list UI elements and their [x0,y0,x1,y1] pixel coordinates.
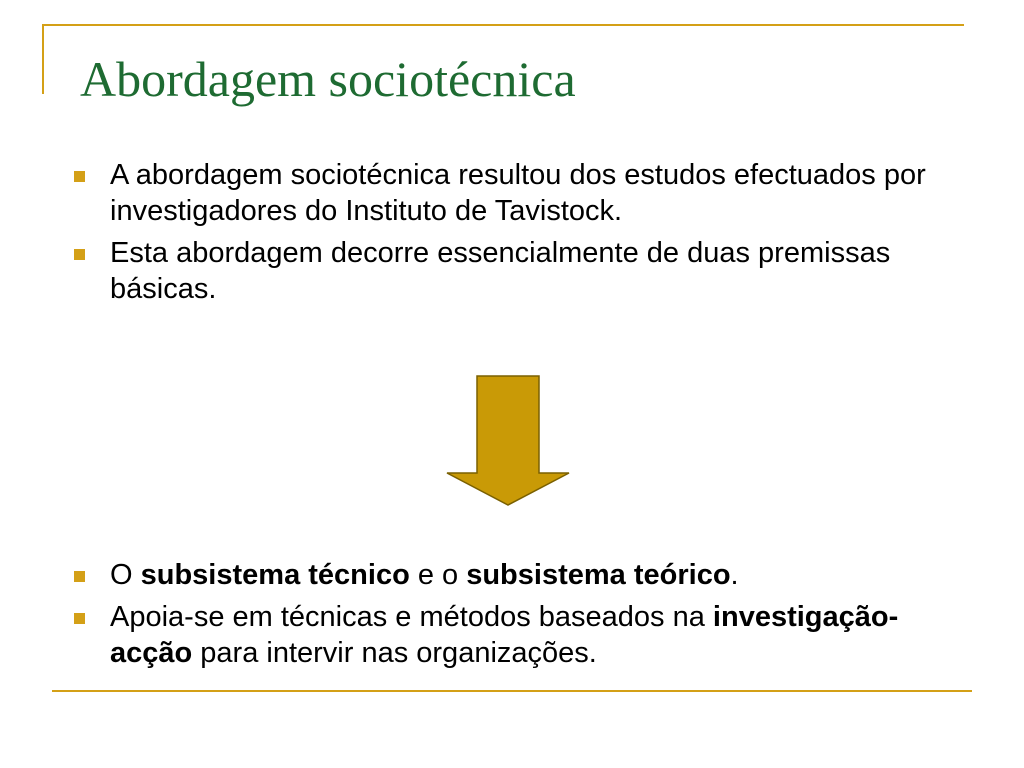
bullet-text: A abordagem sociotécnica resultou dos estudos efectuados por investigadores do Instituto de Tavistock. [110,159,926,227]
bold-term: subsistema técnico [140,559,410,591]
bullet-text-part: . [730,559,739,591]
square-bullet-icon [74,249,85,260]
top-bullet-list [74,157,954,313]
slide-title: Abordagem sociotécnica [80,51,576,107]
bullet-text: Esta abordagem decorre essencialmente de duas premissas básicas. [110,237,891,305]
bullet-text [110,559,739,591]
bullet-text [110,601,898,669]
bullet-text-part: Apoia-se em técnicas e métodos baseados na [110,601,713,633]
square-bullet-icon [74,171,85,182]
bullet-text-part: para intervir nas organizações. [192,637,597,669]
bold-term: subsistema teórico [466,559,731,591]
square-bullet-icon [74,571,85,582]
bullet-item [74,157,954,229]
square-bullet-icon [74,613,85,624]
frame-top-line [42,24,964,26]
bullet-text-part: e o [409,559,467,591]
down-arrow-icon [445,375,571,507]
bold-term: investigação-acção [110,601,899,669]
bullet-item [74,599,954,671]
bottom-bullet-list [74,557,954,677]
frame-bottom-line [52,690,972,692]
frame-left-line [42,24,44,94]
bullet-text-part: O [110,559,141,591]
bullet-item [74,235,954,307]
bullet-item [74,557,954,593]
